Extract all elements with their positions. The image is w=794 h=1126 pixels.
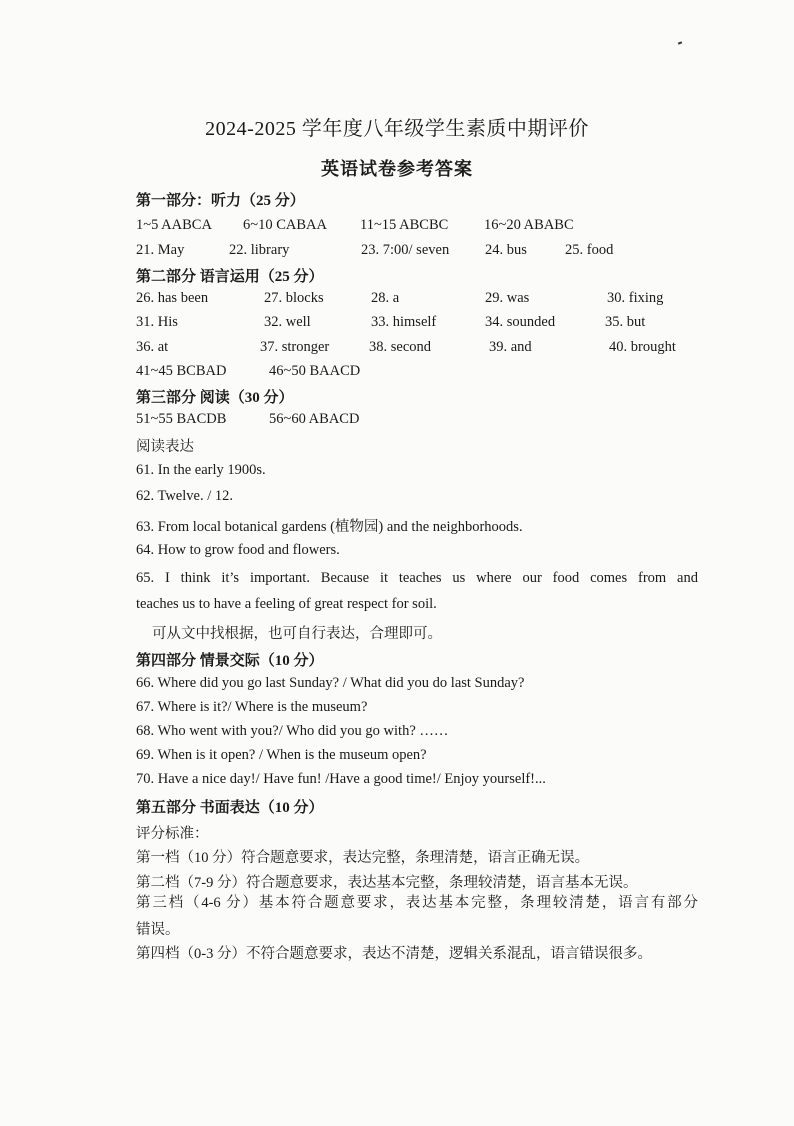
part1-heading: 第一部分：听力（25 分） [136,193,305,209]
answer-cell: 23. 7:00/ seven [361,242,450,258]
answer-cell: 35. but [605,314,646,330]
grade-2: 第二档（7-9 分）符合题意要求，表达基本完整，条理较清楚，语言基本无误。 [136,875,638,891]
criteria-label: 评分标准： [136,826,209,842]
answer-cell: 37. stronger [260,339,330,355]
answer-cell: 46~50 BAACD [269,363,361,379]
answer-cell: 26. has been [136,290,209,306]
answer-68: 68. Who went with you?/ Who did you go with? …… [136,723,449,739]
answer-63: 63. From local botanical gardens (植物园) and the neighborhoods. [136,519,523,535]
answer-cell: 6~10 CABAA [243,217,327,233]
answer-cell: 39. and [489,339,532,355]
answer-cell: 34. sounded [485,314,556,330]
answer-cell: 11~15 ABCBC [360,217,449,233]
answer-cell: 1~5 AABCA [136,217,212,233]
answer-cell: 41~45 BCBAD [136,363,227,379]
answer-cell: 27. blocks [264,290,324,306]
page-subtitle: 英语试卷参考答案 [321,159,473,179]
answer-65-line1: 65. I think it’s important. Because it teaches us where our food comes from and [136,570,698,586]
answer-cell: 16~20 ABABC [484,217,574,233]
answer-cell: 40. brought [609,339,676,355]
answer-cell: 30. fixing [607,290,664,306]
answer-cell: 51~55 BACDB [136,411,227,427]
answer-65-line2: teaches us to have a feeling of great respect for soil. [136,596,437,612]
answer-62: 62. Twelve. / 12. [136,488,233,504]
answer-70: 70. Have a nice day!/ Have fun! /Have a good time!/ Enjoy yourself!... [136,771,546,787]
answer-cell: 28. a [371,290,400,306]
page-title: 2024-2025 学年度八年级学生素质中期评价 [205,118,589,140]
part4-heading: 第四部分 情景交际（10 分） [136,653,324,669]
answer-66: 66. Where did you go last Sunday? / What did you do last Sunday? [136,675,525,691]
part5-heading: 第五部分 书面表达（10 分） [136,800,324,816]
answer-61: 61. In the early 1900s. [136,462,266,478]
grade-1: 第一档（10 分）符合题意要求，表达完整，条理清楚，语言正确无误。 [136,850,590,866]
scan-mark [678,41,682,44]
grade-3-line2: 错误。 [136,922,180,938]
grade-3-line1: 第三档（4-6 分）基本符合题意要求，表达基本完整，条理较清楚，语言有部分 [136,895,698,911]
answer-cell: 31. His [136,314,178,330]
answer-cell: 38. second [369,339,432,355]
part3-heading: 第三部分 阅读（30 分） [136,390,294,406]
answer-cell: 56~60 ABACD [269,411,360,427]
answer-cell: 24. bus [485,242,527,258]
answer-cell: 22. library [229,242,290,258]
answer-64: 64. How to grow food and flowers. [136,542,340,558]
grade-4: 第四档（0-3 分）不符合题意要求，表达不清楚，逻辑关系混乱，语言错误很多。 [136,946,652,962]
reading-expression-label: 阅读表达 [136,439,194,455]
answer-69: 69. When is it open? / When is the museum open? [136,747,427,763]
answer-cell: 21. May [136,242,185,258]
answer-cell: 32. well [264,314,311,330]
answer-cell: 29. was [485,290,530,306]
part2-heading: 第二部分 语言运用（25 分） [136,269,324,285]
answer-cell: 33. himself [371,314,437,330]
answer-cell: 25. food [565,242,614,258]
answer-cell: 36. at [136,339,169,355]
answer-note: 可从文中找根据，也可自行表达，合理即可。 [152,626,442,642]
answer-67: 67. Where is it?/ Where is the museum? [136,699,368,715]
